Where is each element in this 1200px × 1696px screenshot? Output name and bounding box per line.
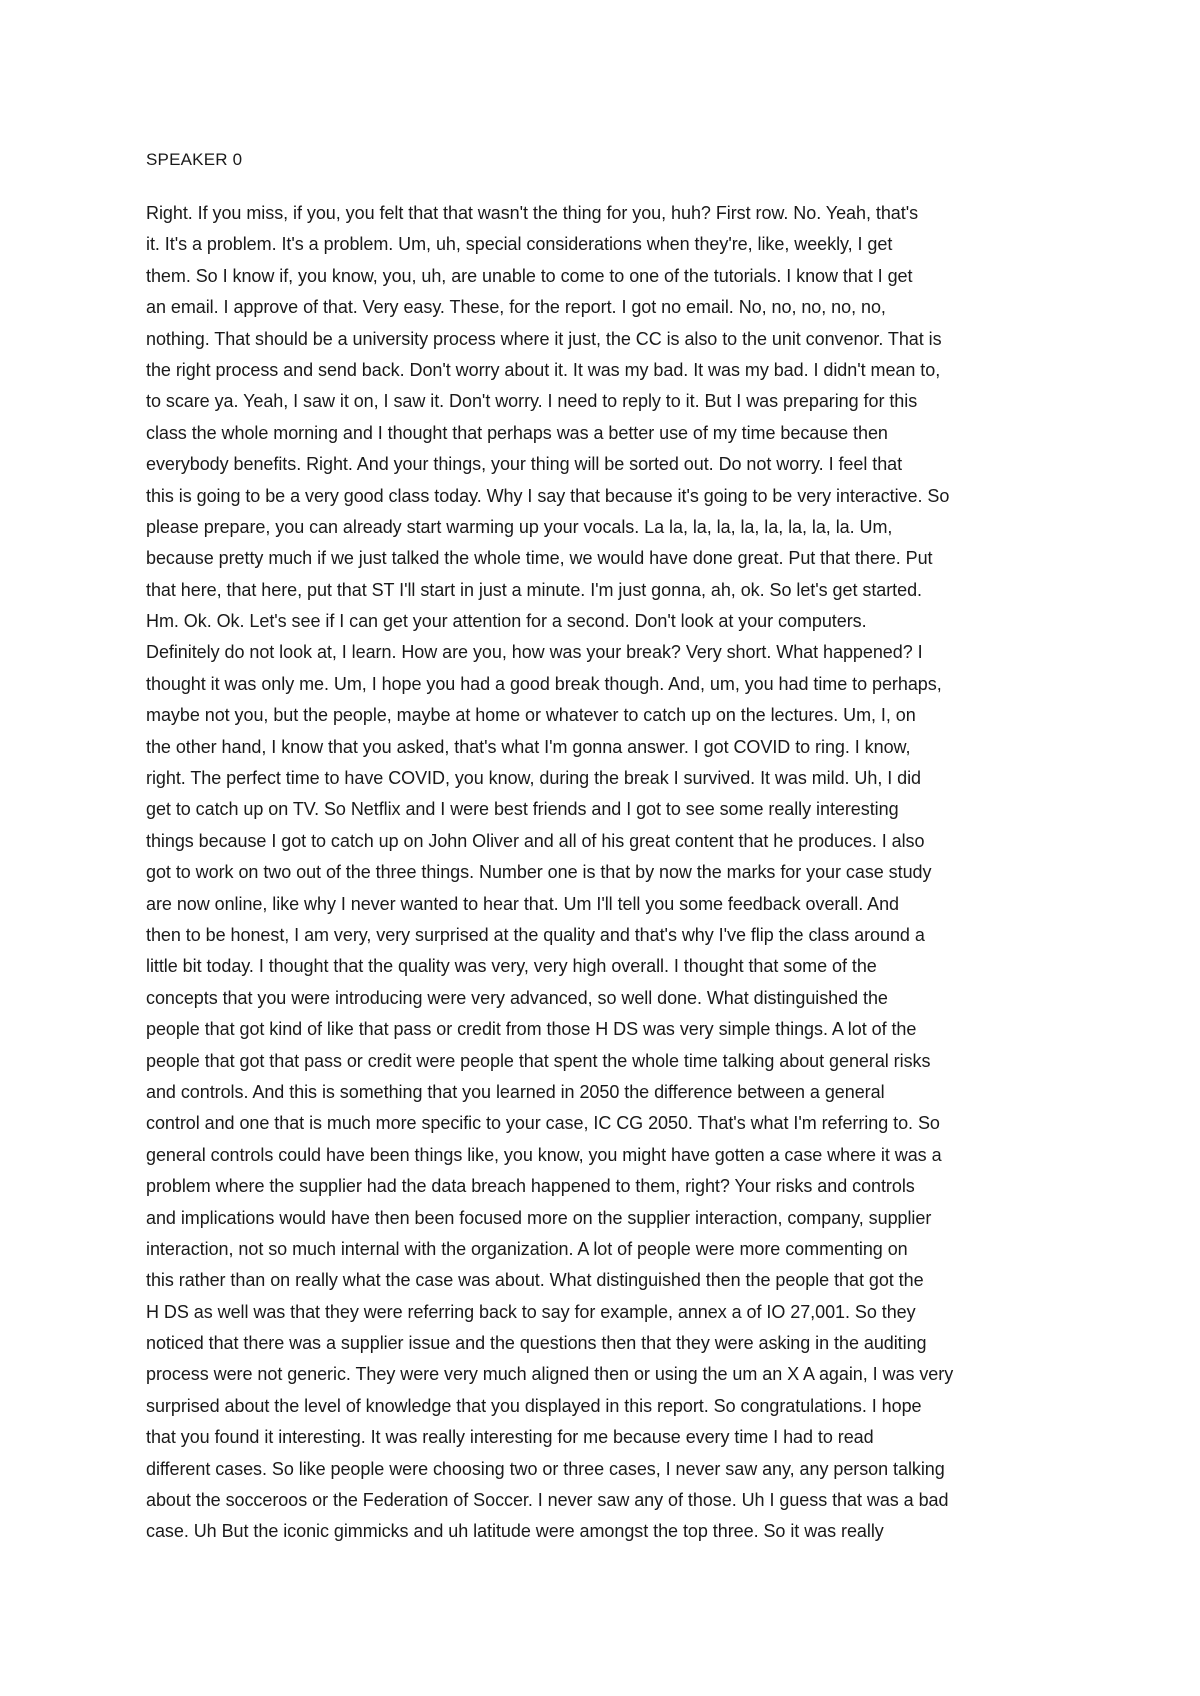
transcript-line: little bit today. I thought that the quality was very, very high overall. I thought that some of the [146,956,877,977]
transcript-line: it. It's a problem. It's a problem. Um, uh, special considerations when they're, like, weekly, I get [146,234,893,255]
transcript-line: them. So I know if, you know, you, uh, are unable to come to one of the tutorials. I know that I get [146,265,913,286]
transcript-line: things because I got to catch up on John Oliver and all of his great content that he produces. I also [146,830,925,851]
transcript-line: everybody benefits. Right. And your things, your thing will be sorted out. Do not worry. I feel that [146,454,903,475]
transcript-line: Definitely do not look at, I learn. How are you, how was your break? Very short. What happened? I [146,642,923,663]
transcript-line: to scare ya. Yeah, I saw it on, I saw it. Don't worry. I need to reply to it. But I was preparing for this [146,391,918,412]
transcript-line: process were not generic. They were very much aligned then or using the um an X A again, I was very [146,1364,954,1385]
speaker-label: SPEAKER 0 [146,150,243,169]
transcript-line: got to work on two out of the three things. Number one is that by now the marks for your case study [146,862,932,883]
transcript-line: Hm. Ok. Ok. Let's see if I can get your attention for a second. Don't look at your computers. [146,611,867,632]
transcript-line: general controls could have been things like, you know, you might have gotten a case where it was a [146,1144,942,1165]
transcript-line: because pretty much if we just talked the whole time, we would have done great. Put that there. Put [146,548,933,569]
transcript-body [146,198,1066,1548]
transcript-line: people that got kind of like that pass or credit from those H DS was very simple things. A lot of the [146,1019,917,1040]
transcript-line: different cases. So like people were choosing two or three cases, I never saw any, any person talking [146,1458,945,1479]
transcript-line: and implications would have then been focused more on the supplier interaction, company, supplier [146,1207,932,1228]
transcript-line: nothing. That should be a university process where it just, the CC is also to the unit convenor. That is [146,328,942,349]
transcript-line: problem where the supplier had the data breach happened to them, right? Your risks and controls [146,1176,915,1197]
transcript-line: noticed that there was a supplier issue and the questions then that they were asking in the auditing [146,1333,927,1354]
transcript-line: this is going to be a very good class today. Why I say that because it's going to be very interactive. So [146,485,950,506]
transcript-line: that you found it interesting. It was really interesting for me because every time I had to read [146,1427,874,1448]
transcript-line: an email. I approve of that. Very easy. These, for the report. I got no email. No, no, no, no, no, [146,297,886,318]
transcript-line: control and one that is much more specific to your case, IC CG 2050. That's what I'm referring to. So [146,1113,940,1134]
transcript-line: surprised about the level of knowledge that you displayed in this report. So congratulations. I hope [146,1395,922,1416]
transcript-line: maybe not you, but the people, maybe at home or whatever to catch up on the lectures. Um, I, on [146,705,916,726]
transcript-line: class the whole morning and I thought that perhaps was a better use of my time because then [146,422,888,443]
transcript-line: thought it was only me. Um, I hope you had a good break though. And, um, you had time to perhaps, [146,673,942,694]
transcript-line: right. The perfect time to have COVID, you know, during the break I survived. It was mild. Uh, I did [146,768,922,789]
transcript-line: interaction, not so much internal with the organization. A lot of people were more commenting on [146,1238,908,1259]
transcript-line: get to catch up on TV. So Netflix and I were best friends and I got to see some really interesting [146,799,899,820]
transcript-line: Right. If you miss, if you, you felt that that wasn't the thing for you, huh? First row. No. Yeah, that's [146,203,919,223]
transcript-line: the right process and send back. Don't worry about it. It was my bad. It was my bad. I didn't mean to, [146,359,941,380]
transcript-line: then to be honest, I am very, very surprised at the quality and that's why I've flip the class around a [146,924,925,945]
transcript-line: H DS as well was that they were referring back to say for example, annex a of IO 27,001. So they [146,1301,916,1322]
transcript-line: people that got that pass or credit were people that spent the whole time talking about general risks [146,1050,931,1071]
transcript-line: case. Uh But the iconic gimmicks and uh latitude were amongst the top three. So it was really [146,1521,884,1542]
transcript-line: this rather than on really what the case was about. What distinguished then the people that got the [146,1270,924,1291]
transcript-line: about the socceroos or the Federation of Soccer. I never saw any of those. Uh I guess that was a bad [146,1490,949,1511]
transcript-line: and controls. And this is something that you learned in 2050 the difference between a general [146,1081,885,1102]
transcript-line: the other hand, I know that you asked, that's what I'm gonna answer. I got COVID to ring. I know, [146,736,911,757]
transcript-line: please prepare, you can already start warming up your vocals. La la, la, la, la, la, la, la, la. Um, [146,516,893,537]
transcript-line: that here, that here, put that ST I'll start in just a minute. I'm just gonna, ah, ok. So let's get started. [146,579,922,600]
transcript-line: are now online, like why I never wanted to hear that. Um I'll tell you some feedback overall. And [146,893,899,914]
transcript-line: concepts that you were introducing were very advanced, so well done. What distinguished the [146,987,888,1008]
